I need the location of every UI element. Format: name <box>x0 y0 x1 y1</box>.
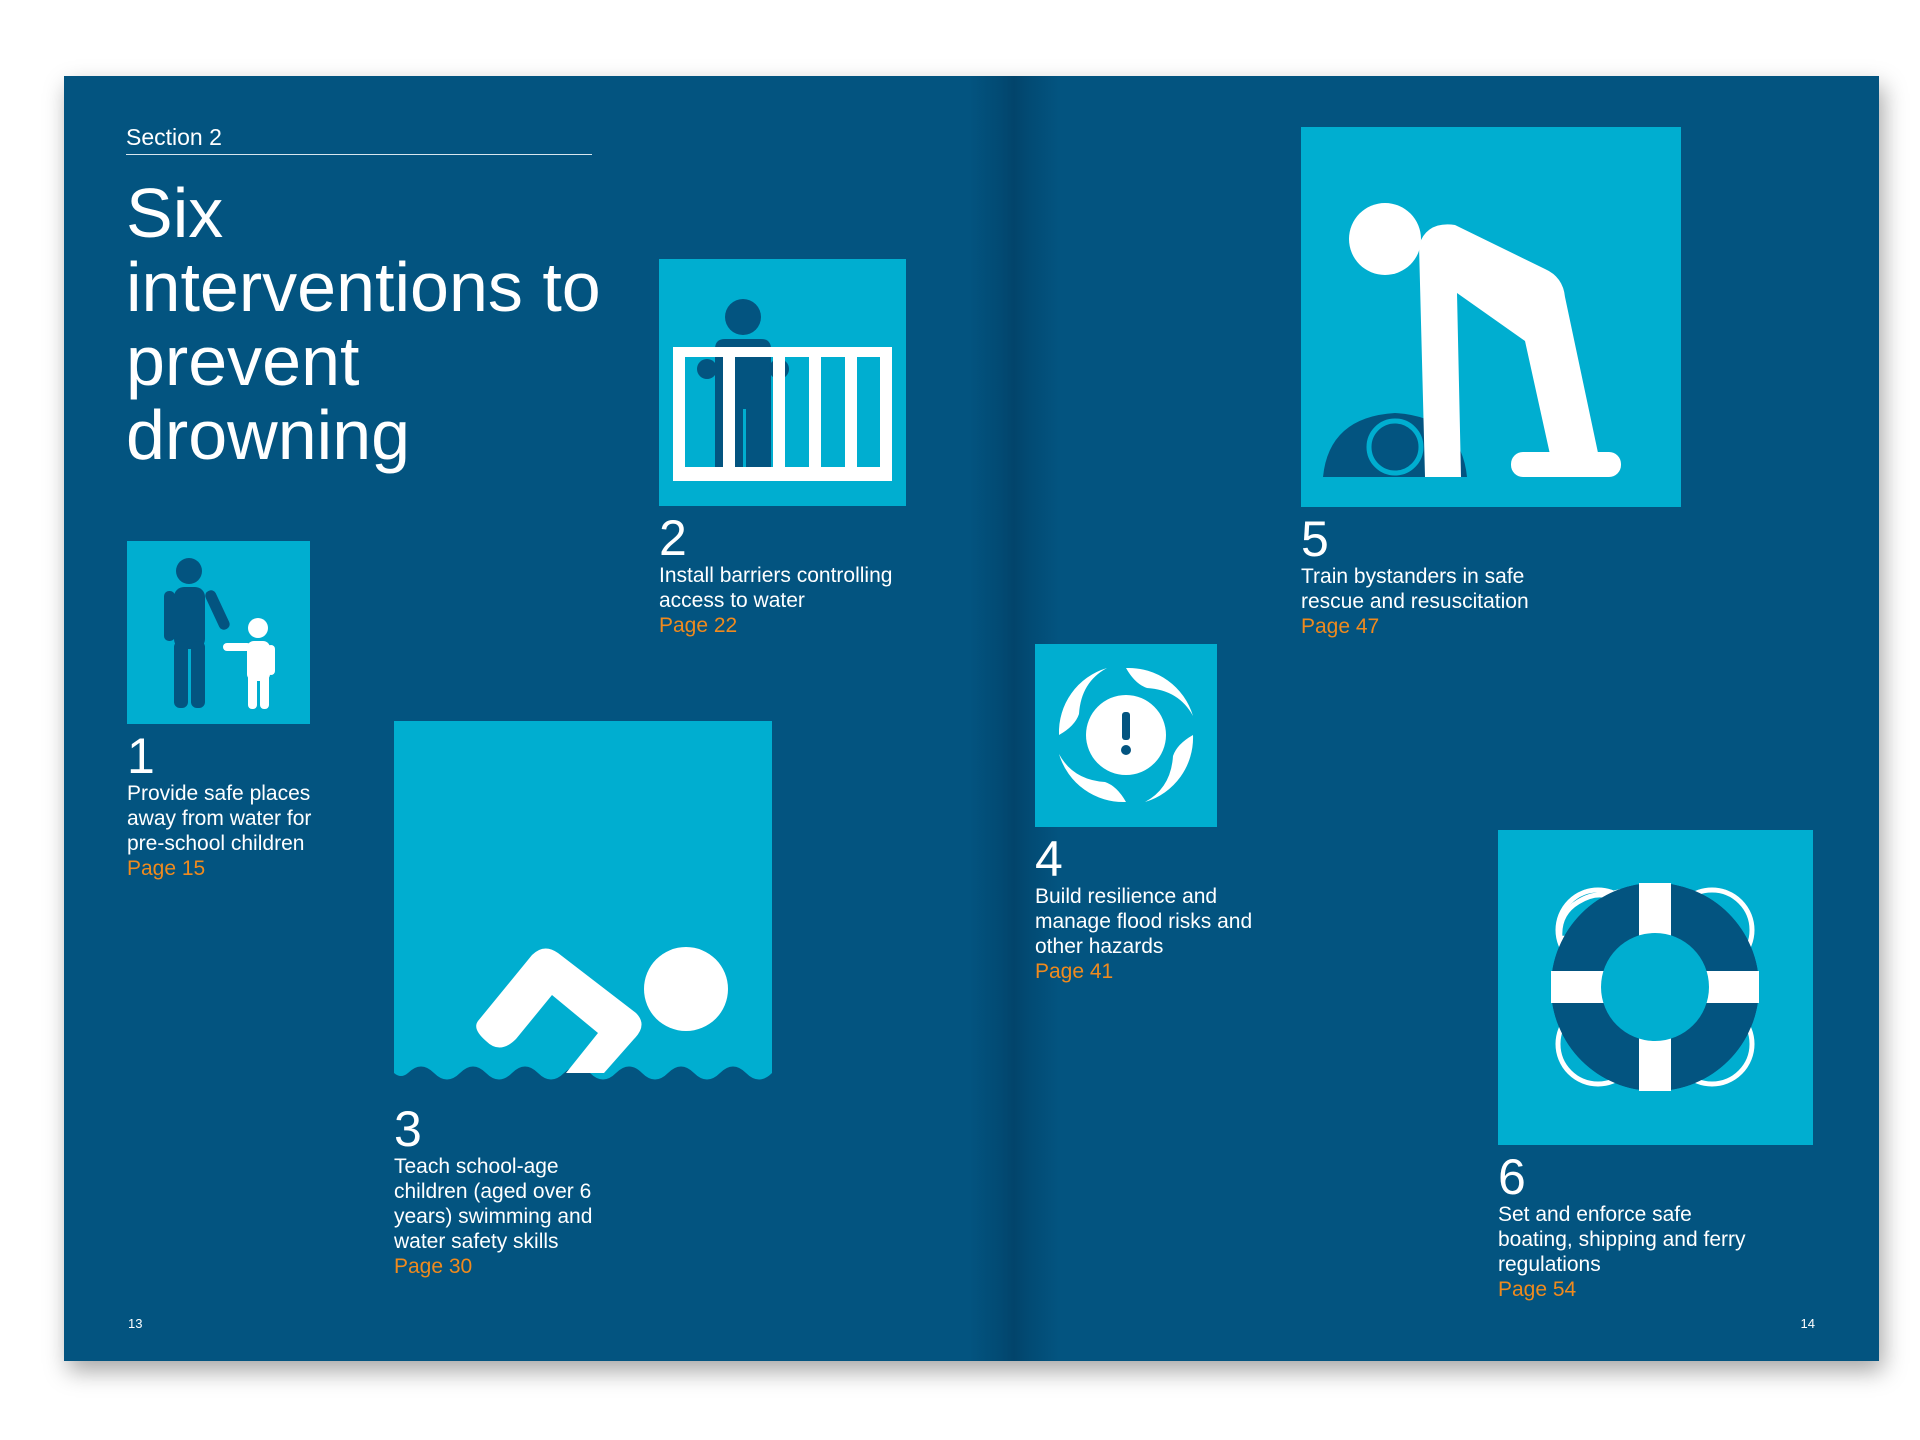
barrier-icon <box>659 259 906 506</box>
intervention-1-caption <box>127 728 347 881</box>
intervention-text: Train bystanders in safe rescue and resuscitation <box>1301 565 1529 613</box>
cpr-icon <box>1301 127 1681 507</box>
page-reference-link[interactable]: Page 41 <box>1035 960 1114 983</box>
hazard-swirl-icon <box>1035 644 1217 827</box>
intervention-text: Teach school-age children (aged over 6 years) swimming and water safety skills <box>394 1155 593 1253</box>
section-divider <box>126 154 592 155</box>
page-reference-link[interactable]: Page 15 <box>127 857 206 880</box>
swimmer-icon <box>394 721 772 1098</box>
intervention-2-caption <box>659 510 919 638</box>
intervention-text: Build resilience and manage flood risks and other hazards <box>1035 885 1253 958</box>
booklet-spread <box>64 76 1879 1361</box>
page-number-right: 14 <box>1800 1316 1815 1331</box>
intervention-number: 5 <box>1301 511 1329 567</box>
intervention-3-caption <box>394 1101 634 1279</box>
intervention-6-caption <box>1498 1149 1758 1302</box>
intervention-text: Set and enforce safe boating, shipping and ferry regulations <box>1498 1203 1746 1276</box>
page-reference-link[interactable]: Page 47 <box>1301 615 1380 638</box>
intervention-number: 6 <box>1498 1149 1526 1205</box>
intervention-number: 1 <box>127 728 155 784</box>
adult-child-icon <box>127 541 310 724</box>
intervention-5-caption <box>1301 511 1561 639</box>
page-reference-link[interactable]: Page 22 <box>659 614 738 637</box>
intervention-number: 2 <box>659 510 687 566</box>
intervention-text: Install barriers controlling access to water <box>659 564 893 612</box>
page-title: Six interventions to prevent drowning <box>126 174 601 474</box>
intervention-number: 3 <box>394 1101 422 1157</box>
intervention-number: 4 <box>1035 831 1063 887</box>
page-reference-link[interactable]: Page 30 <box>394 1255 473 1278</box>
page-number-left: 13 <box>128 1316 143 1331</box>
lifebuoy-icon <box>1498 830 1813 1145</box>
intervention-text: Provide safe places away from water for pre-school children <box>127 782 312 855</box>
page-reference-link[interactable]: Page 54 <box>1498 1278 1577 1301</box>
section-label: Section 2 <box>126 124 222 150</box>
intervention-4-caption <box>1035 831 1295 984</box>
